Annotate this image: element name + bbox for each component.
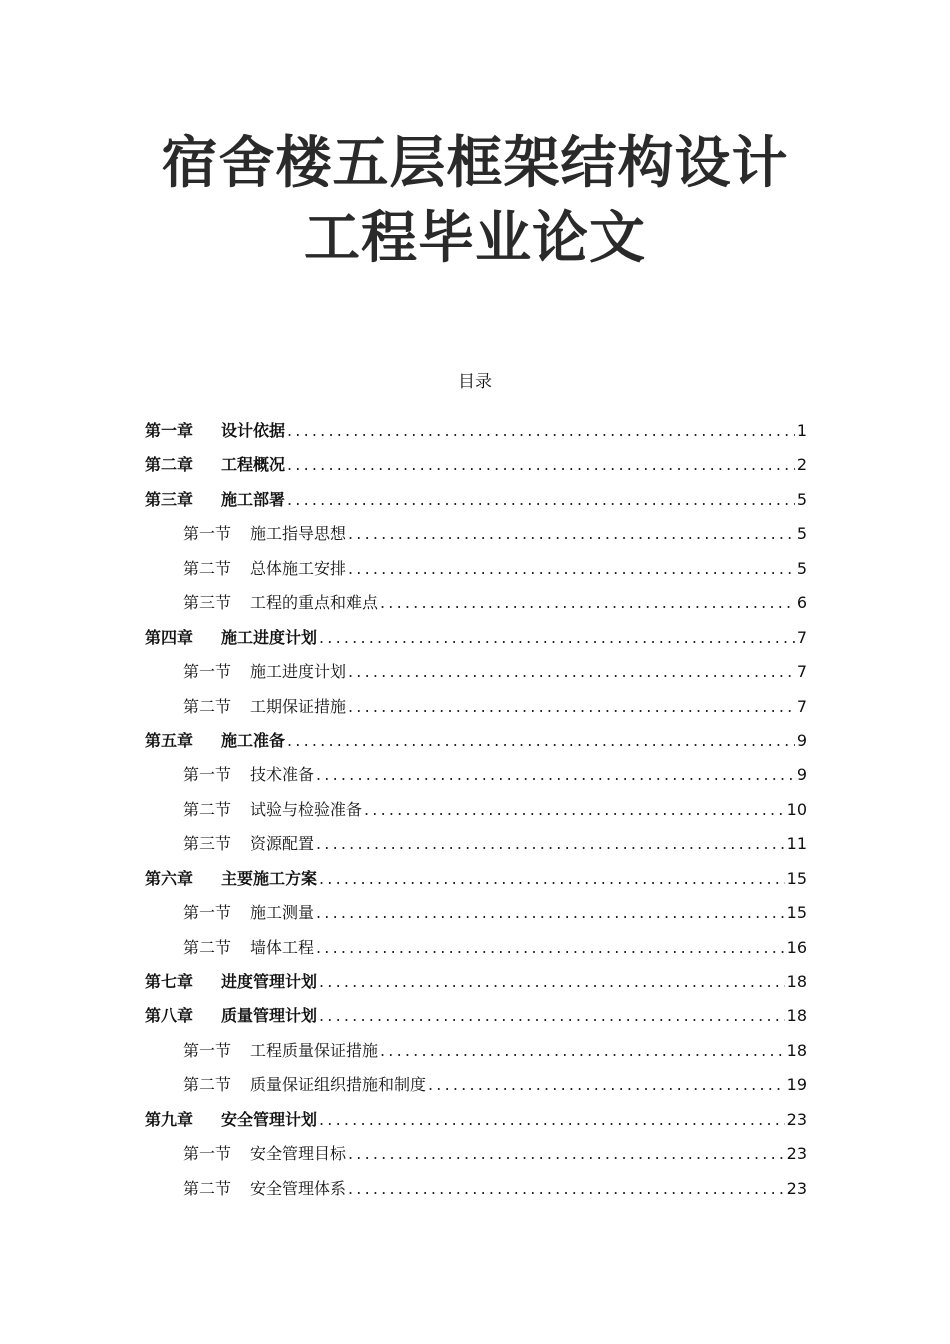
toc-entry-number: 第二节 bbox=[183, 558, 232, 578]
toc-dot-leader bbox=[428, 1068, 785, 1102]
toc-entry-page-number: 15 bbox=[786, 868, 807, 888]
toc-entry-number: 第二节 bbox=[183, 937, 232, 957]
table-of-contents bbox=[145, 414, 807, 1206]
toc-entry-page-number: 1 bbox=[796, 421, 807, 440]
toc-entry-number: 第三节 bbox=[183, 834, 232, 854]
toc-entry-number: 第五章 bbox=[145, 730, 194, 750]
toc-entry-page-number: 16 bbox=[786, 937, 807, 957]
toc-dot-leader bbox=[316, 827, 785, 861]
toc-entry-title: 质量管理计划 bbox=[221, 1006, 318, 1026]
toc-entry-number: 第二节 bbox=[183, 1075, 232, 1095]
toc-entry-number: 第一节 bbox=[183, 1040, 232, 1060]
toc-dot-leader bbox=[316, 758, 795, 792]
toc-section-entry[interactable] bbox=[145, 1172, 807, 1206]
toc-section-entry[interactable] bbox=[145, 1034, 807, 1068]
toc-entry-title: 工程质量保证措施 bbox=[250, 1040, 379, 1060]
toc-chapter-entry[interactable] bbox=[145, 621, 807, 655]
toc-chapter-entry[interactable] bbox=[145, 448, 807, 482]
toc-dot-leader bbox=[316, 931, 785, 965]
toc-entry-page-number: 23 bbox=[786, 1144, 807, 1164]
toc-entry-title: 试验与检验准备 bbox=[250, 799, 363, 819]
toc-entry-page-number: 15 bbox=[786, 903, 807, 923]
toc-dot-leader bbox=[380, 586, 795, 620]
toc-entry-title: 工程概况 bbox=[221, 455, 286, 475]
toc-entry-title: 技术准备 bbox=[250, 765, 315, 785]
toc-entry-title: 安全管理目标 bbox=[250, 1144, 347, 1164]
toc-entry-title: 施工进度计划 bbox=[250, 662, 347, 682]
toc-entry-page-number: 5 bbox=[796, 524, 807, 544]
toc-entry-page-number: 9 bbox=[796, 765, 807, 785]
document-title-line-1: 宿舍楼五层框架结构设计 bbox=[161, 131, 789, 196]
toc-entry-title: 施工指导思想 bbox=[250, 524, 347, 544]
document-title-line-2: 工程毕业论文 bbox=[304, 206, 646, 271]
toc-entry-page-number: 7 bbox=[796, 696, 807, 716]
toc-heading: 目录 bbox=[458, 372, 492, 392]
toc-entry-page-number: 5 bbox=[796, 489, 807, 509]
toc-entry-title: 安全管理计划 bbox=[221, 1109, 318, 1129]
toc-dot-leader bbox=[380, 1034, 785, 1068]
toc-dot-leader bbox=[287, 483, 795, 517]
toc-entry-title: 设计依据 bbox=[221, 421, 286, 440]
toc-dot-leader bbox=[348, 1172, 785, 1206]
toc-dot-leader bbox=[348, 690, 795, 724]
toc-entry-page-number: 23 bbox=[786, 1178, 807, 1198]
toc-section-entry[interactable] bbox=[145, 1137, 807, 1171]
toc-chapter-entry[interactable] bbox=[145, 999, 807, 1033]
toc-chapter-entry[interactable] bbox=[145, 483, 807, 517]
toc-section-entry[interactable] bbox=[145, 586, 807, 620]
toc-section-entry[interactable] bbox=[145, 1068, 807, 1102]
toc-entry-page-number: 2 bbox=[796, 455, 807, 475]
toc-chapter-entry[interactable] bbox=[145, 724, 807, 758]
toc-entry-number: 第一节 bbox=[183, 662, 232, 682]
toc-dot-leader bbox=[319, 999, 785, 1033]
toc-entry-title: 工期保证措施 bbox=[250, 696, 347, 716]
toc-section-entry[interactable] bbox=[145, 931, 807, 965]
toc-entry-page-number: 9 bbox=[796, 730, 807, 750]
toc-entry-title: 工程的重点和难点 bbox=[250, 593, 379, 613]
toc-section-entry[interactable] bbox=[145, 793, 807, 827]
toc-entry-title: 安全管理体系 bbox=[250, 1178, 347, 1198]
toc-entry-page-number: 10 bbox=[786, 799, 807, 819]
toc-entry-page-number: 18 bbox=[786, 972, 807, 991]
toc-chapter-entry[interactable] bbox=[145, 414, 807, 448]
toc-entry-page-number: 18 bbox=[786, 1040, 807, 1060]
toc-dot-leader bbox=[348, 655, 795, 689]
toc-section-entry[interactable] bbox=[145, 552, 807, 586]
toc-entry-number: 第二节 bbox=[183, 799, 232, 819]
toc-chapter-entry[interactable] bbox=[145, 965, 807, 999]
toc-entry-number: 第三章 bbox=[145, 489, 194, 509]
toc-entry-title: 总体施工安排 bbox=[250, 558, 347, 578]
toc-entry-number: 第一节 bbox=[183, 524, 232, 544]
toc-entry-page-number: 5 bbox=[796, 558, 807, 578]
toc-entry-number: 第一节 bbox=[183, 1144, 232, 1164]
toc-section-entry[interactable] bbox=[145, 827, 807, 861]
toc-dot-leader bbox=[287, 448, 795, 482]
toc-entry-number: 第一章 bbox=[145, 421, 194, 440]
toc-dot-leader bbox=[319, 1103, 785, 1137]
toc-entry-title: 施工进度计划 bbox=[221, 627, 318, 647]
toc-entry-number: 第一节 bbox=[183, 765, 232, 785]
toc-entry-number: 第四章 bbox=[145, 627, 194, 647]
toc-entry-title: 墙体工程 bbox=[250, 937, 315, 957]
toc-dot-leader bbox=[319, 862, 785, 896]
toc-section-entry[interactable] bbox=[145, 517, 807, 551]
toc-entry-title: 质量保证组织措施和制度 bbox=[250, 1075, 427, 1095]
toc-entry-page-number: 11 bbox=[786, 834, 807, 854]
toc-entry-number: 第七章 bbox=[145, 972, 194, 991]
toc-dot-leader bbox=[364, 793, 785, 827]
toc-entry-number: 第六章 bbox=[145, 868, 194, 888]
toc-entry-page-number: 19 bbox=[786, 1075, 807, 1095]
toc-entry-number: 第九章 bbox=[145, 1109, 194, 1129]
toc-dot-leader bbox=[348, 552, 795, 586]
toc-entry-number: 第二节 bbox=[183, 696, 232, 716]
toc-dot-leader bbox=[348, 1137, 785, 1171]
toc-entry-page-number: 7 bbox=[796, 627, 807, 647]
toc-entry-page-number: 18 bbox=[786, 1006, 807, 1026]
toc-entry-title: 施工部署 bbox=[221, 489, 286, 509]
toc-entry-page-number: 6 bbox=[796, 593, 807, 613]
toc-chapter-entry[interactable] bbox=[145, 862, 807, 896]
toc-entry-number: 第八章 bbox=[145, 1006, 194, 1026]
toc-entry-title: 资源配置 bbox=[250, 834, 315, 854]
toc-section-entry[interactable] bbox=[145, 690, 807, 724]
toc-entry-page-number: 23 bbox=[786, 1109, 807, 1129]
toc-entry-number: 第二章 bbox=[145, 455, 194, 475]
toc-section-entry[interactable] bbox=[145, 758, 807, 792]
toc-dot-leader bbox=[287, 724, 795, 758]
toc-dot-leader bbox=[287, 414, 795, 448]
toc-chapter-entry[interactable] bbox=[145, 1103, 807, 1137]
toc-entry-number: 第二节 bbox=[183, 1178, 232, 1198]
toc-entry-title: 施工准备 bbox=[221, 730, 286, 750]
toc-dot-leader bbox=[319, 965, 785, 999]
toc-section-entry[interactable] bbox=[145, 896, 807, 930]
toc-dot-leader bbox=[319, 621, 795, 655]
toc-entry-title: 进度管理计划 bbox=[221, 972, 318, 991]
toc-entry-page-number: 7 bbox=[796, 662, 807, 682]
toc-entry-title: 主要施工方案 bbox=[221, 868, 318, 888]
toc-dot-leader bbox=[316, 896, 785, 930]
toc-entry-number: 第三节 bbox=[183, 593, 232, 613]
toc-section-entry[interactable] bbox=[145, 655, 807, 689]
toc-entry-number: 第一节 bbox=[183, 903, 232, 923]
toc-dot-leader bbox=[348, 517, 795, 551]
toc-entry-title: 施工测量 bbox=[250, 903, 315, 923]
